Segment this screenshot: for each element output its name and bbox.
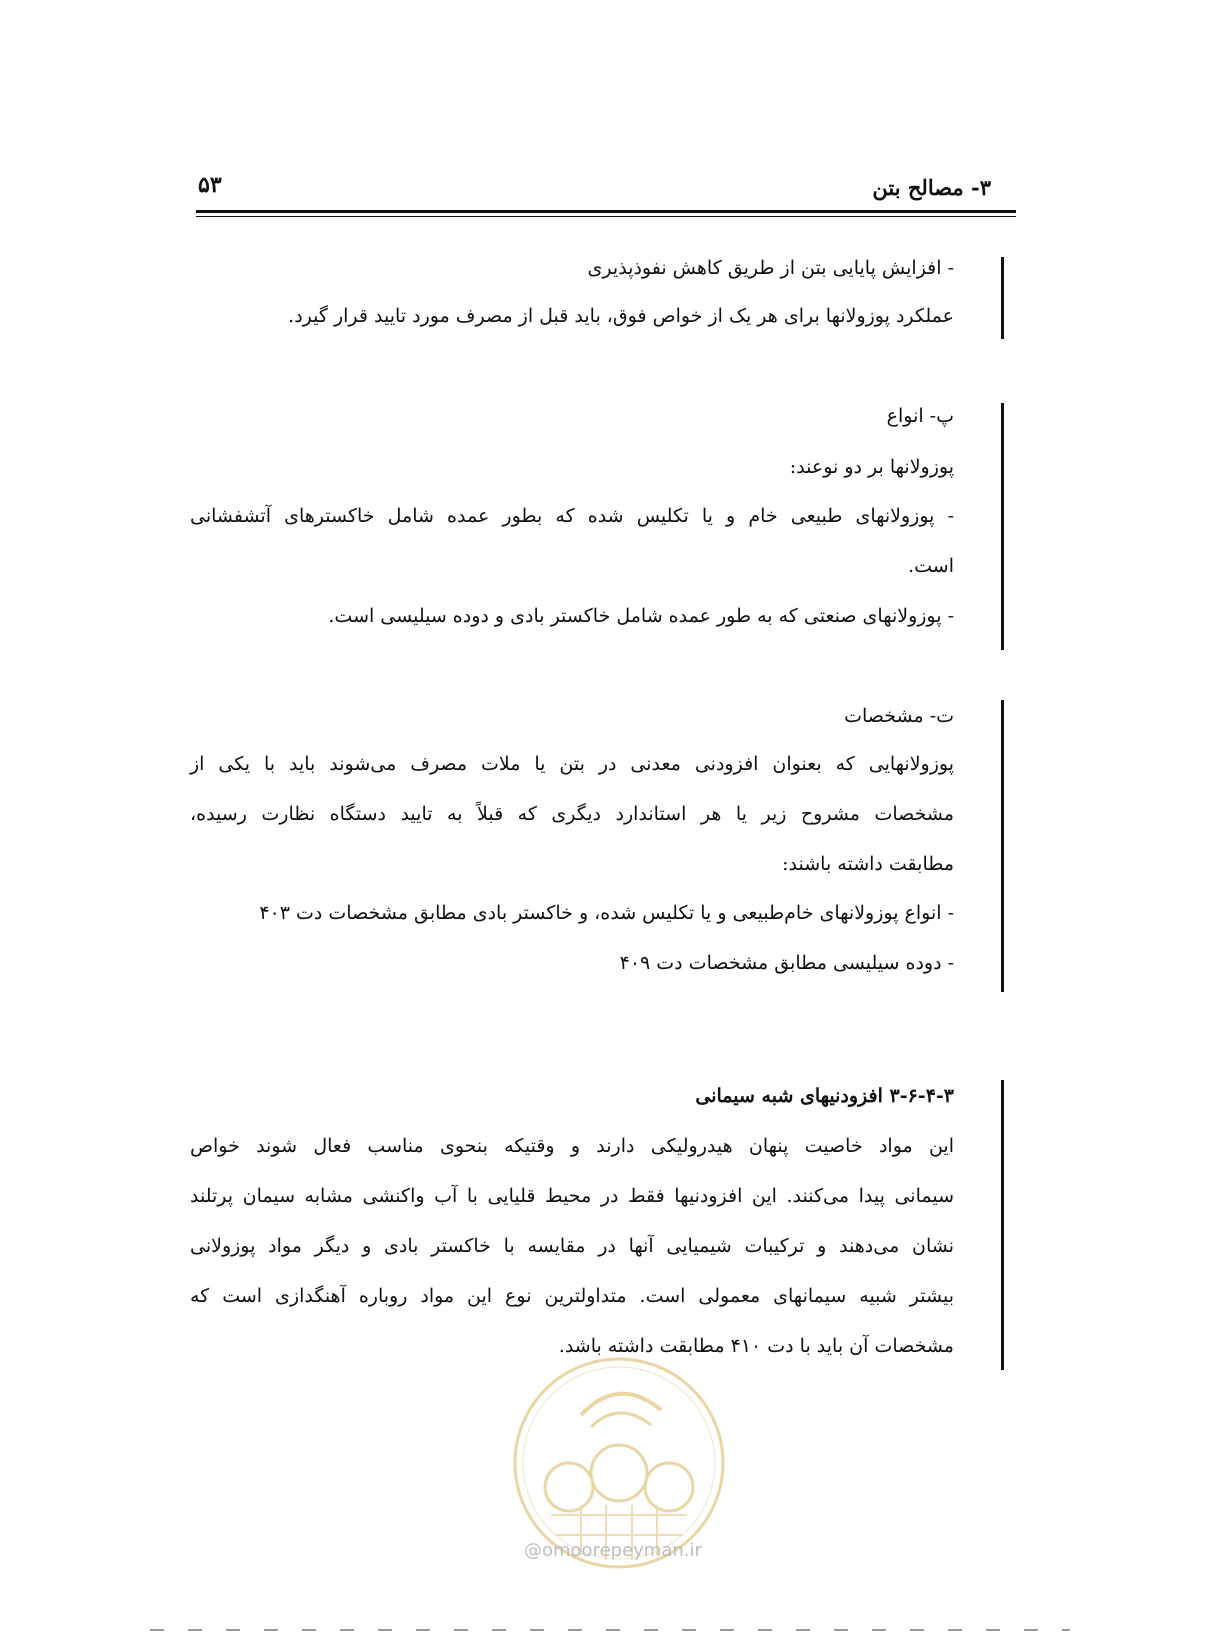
watermark-text: @omoorepeyman.ir — [524, 1540, 702, 1561]
section-heading: ۳-۶-۴-۳ افزودنیهای شبه سیمانی — [695, 1085, 954, 1107]
paragraph-line: پوزولانهایی که بعنوان افزودنی معدنی در بتن یا ملات مصرف می‌شوند باید با یکی از — [190, 753, 954, 775]
paragraph-line: سیمانی پیدا می‌کنند. این افزودنیها فقط در محیط قلیایی با آب واکنشی مشابه سیمان پرتلند — [190, 1185, 954, 1207]
bullet-line: - دوده سیلیسی مطابق مشخصات دت ۴۰۹ — [619, 952, 954, 974]
paragraph-line: پوزولانها بر دو نوعند: — [789, 456, 954, 478]
scan-artifact — [150, 1629, 1070, 1631]
chapter-title: ۳- مصالح بتن — [872, 175, 991, 200]
watermark-logo-icon — [511, 1355, 727, 1571]
section-slag — [190, 0, 954, 1400]
section-title: پ- انواع — [886, 405, 954, 427]
revision-bar — [1001, 700, 1004, 992]
revision-bar — [1001, 1080, 1004, 1370]
paragraph-line: مطابقت داشته باشند: — [782, 853, 954, 875]
bullet-line: - انواع پوزولانهای خام‌طبیعی و یا تکلیس شده، و خاکستر بادی مطابق مشخصات دت ۴۰۳ — [259, 902, 954, 924]
page-number: ۵۳ — [198, 172, 222, 198]
paragraph-line: نشان می‌دهند و ترکیبات شیمیایی آنها در مقایسه با خاکستر بادی و دیگر مواد پوزولانی — [190, 1235, 954, 1257]
paragraph-line: بیشتر شبیه سیمانهای معمولی است. متداولترین نوع این مواد روباره آهنگدازی است که — [190, 1285, 954, 1307]
paragraph-line: مشخصات آن باید با دت ۴۱۰ مطابقت داشته باشد. — [558, 1335, 954, 1357]
paragraph-line: این مواد خاصیت پنهان هیدرولیکی دارند و وقتیکه بنحوی مناسب فعال شوند خواص — [190, 1135, 954, 1157]
revision-bar — [1001, 403, 1004, 650]
bullet-line: - افزایش پایایی بتن از طریق کاهش نفوذپذیری — [587, 257, 954, 279]
paragraph-line: عملکرد پوزولانها برای هر یک از خواص فوق، باید قبل از مصرف مورد تایید قرار گیرد. — [288, 305, 954, 327]
revision-bar — [1001, 257, 1004, 339]
section-title: ت- مشخصات — [844, 705, 954, 727]
paragraph-line: است. — [908, 555, 954, 577]
bullet-line: - پوزولانهای صنعتی که به طور عمده شامل خاکستر بادی و دوده سیلیسی است. — [328, 605, 954, 627]
paragraph-line: مشخصات مشروح زیر یا هر استاندارد دیگری که قبلاً به تایید دستگاه نظارت رسیده، — [190, 803, 954, 825]
bullet-line: - پوزولانهای طبیعی خام و یا تکلیس شده که بطور عمده شامل خاکسترهای آتشفشانی — [190, 505, 954, 527]
